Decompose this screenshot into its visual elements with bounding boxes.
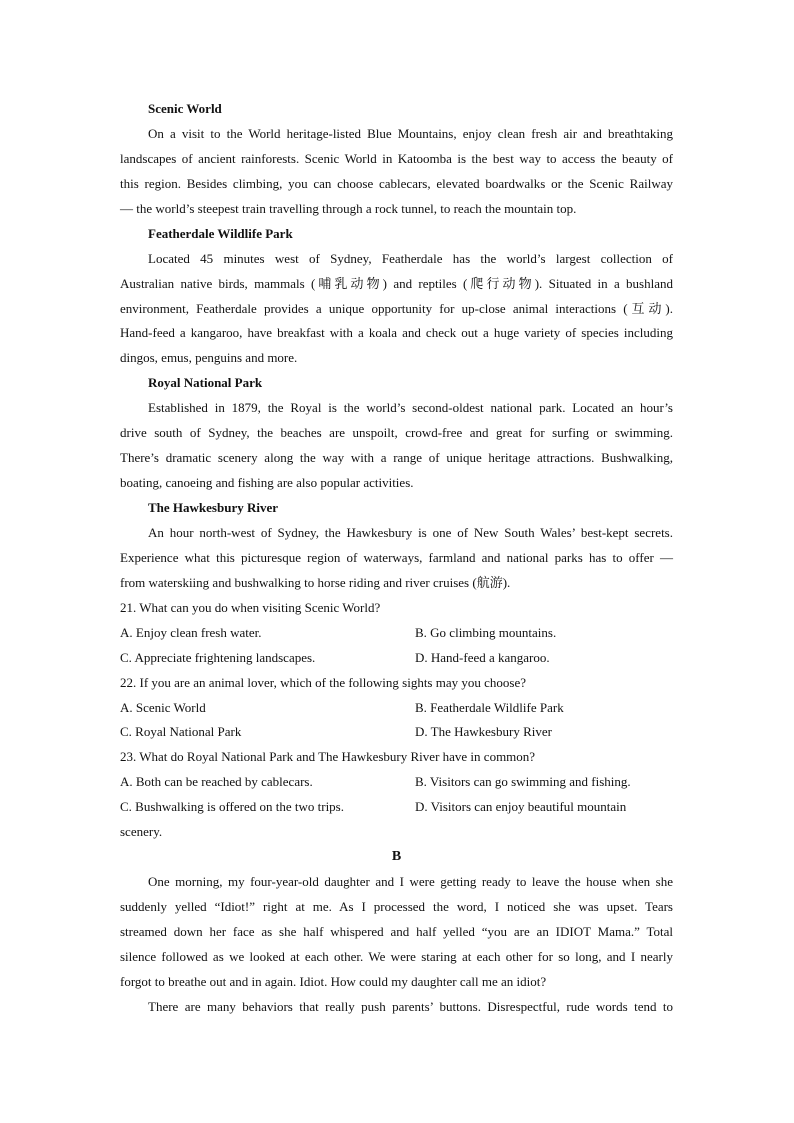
option-row <box>120 621 673 646</box>
paragraph-line: landscapes of ancient rainforests. Scenic World in Katoomba is the best way to access the beauty of <box>120 150 673 166</box>
section-heading: Featherdale Wildlife Park <box>148 225 293 241</box>
option-row <box>120 795 673 820</box>
option-a: A. Enjoy clean fresh water. <box>120 624 262 640</box>
option-b: B. Visitors can go swimming and fishing. <box>415 774 631 790</box>
option-row <box>120 770 673 795</box>
paragraph-line: One morning, my four-year-old daughter and I were getting ready to leave the house when she <box>148 874 673 890</box>
paragraph-line: boating, canoeing and fishing are also popular activities. <box>120 475 414 491</box>
paragraph-line: Australian native birds, mammals (哺乳动物) and reptiles (爬行动物). Situated in a bushland <box>120 275 673 291</box>
option-d: D. The Hawkesbury River <box>415 724 552 740</box>
section-heading: Scenic World <box>148 101 222 116</box>
paragraph-line: There’s dramatic scenery along the way with a range of unique heritage attractions. Bushwalking, <box>120 450 673 466</box>
paragraph-line: from waterskiing and bushwalking to horse riding and river cruises (航游). <box>120 574 511 590</box>
option-d: D. Visitors can enjoy beautiful mountain <box>415 799 627 815</box>
paragraph-line: Established in 1879, the Royal is the world’s second-oldest national park. Located an hour’s <box>148 400 673 416</box>
paragraph-line: Hand-feed a kangaroo, have breakfast with a koala and check out a huge variety of species including <box>120 325 673 341</box>
option-row <box>120 696 673 721</box>
option-d: D. Hand-feed a kangaroo. <box>415 649 550 665</box>
question-stem: 22. If you are an animal lover, which of the following sights may you choose? <box>120 674 526 690</box>
paragraph-line: silence followed as we looked at each other. We were staring at each other for so long, and I nearly <box>120 948 673 964</box>
option-row <box>120 720 673 745</box>
paragraph-line: Experience what this picturesque region of waterways, farmland and national parks has to offer — <box>120 549 673 565</box>
question-stem: 21. What can you do when visiting Scenic World? <box>120 599 381 615</box>
option-a: A. Scenic World <box>120 699 206 715</box>
paragraph-line: — the world’s steepest train travelling through a rock tunnel, to reach the mountain top. <box>120 200 577 216</box>
paragraph-line: Located 45 minutes west of Sydney, Featherdale has the world’s largest collection of <box>148 250 673 266</box>
option-b: B. Go climbing mountains. <box>415 624 557 640</box>
paragraph-line: An hour north-west of Sydney, the Hawkesbury is one of New South Wales’ best-kept secrets. <box>148 524 673 540</box>
paragraph-line: suddenly yelled “Idiot!” right at me. As I processed the word, I noticed she was upset. Tears <box>120 899 673 914</box>
paragraph-line: On a visit to the World heritage-listed Blue Mountains, enjoy clean fresh air and breathtaking <box>148 125 673 141</box>
option-c: C. Royal National Park <box>120 724 242 740</box>
paragraph-line: this region. Besides climbing, you can choose cablecars, elevated boardwalks or the Scenic Railway <box>120 175 673 191</box>
section-heading: B <box>391 849 402 865</box>
paragraph-line: dingos, emus, penguins and more. <box>120 350 298 366</box>
paragraph-line: forgot to breathe out and in again. Idiot. How could my daughter call me an idiot? <box>120 973 547 989</box>
section-heading: The Hawkesbury River <box>148 500 278 515</box>
option-row <box>120 646 673 671</box>
option-continuation: scenery. <box>120 824 163 840</box>
paragraph-line: There are many behaviors that really push parents’ buttons. Disrespectful, rude words tend to <box>148 998 673 1014</box>
document-body <box>120 97 673 1020</box>
question-stem: 23. What do Royal National Park and The Hawkesbury River have in common? <box>120 749 536 765</box>
paragraph-line: environment, Featherdale provides a unique opportunity for up-close animal interactions (互动). <box>120 300 673 316</box>
paragraph-line: drive south of Sydney, the beaches are unspoilt, crowd-free and great for surfing or swimming. <box>120 425 673 441</box>
option-c: C. Appreciate frightening landscapes. <box>120 649 316 665</box>
option-c: C. Bushwalking is offered on the two trips. <box>120 799 344 815</box>
option-a: A. Both can be reached by cablecars. <box>120 774 313 790</box>
paragraph-line: streamed down her face as she half whispered and half yelled “you are an IDIOT Mama.” Total <box>120 923 673 939</box>
section-heading: Royal National Park <box>148 375 263 391</box>
option-b: B. Featherdale Wildlife Park <box>415 699 564 715</box>
